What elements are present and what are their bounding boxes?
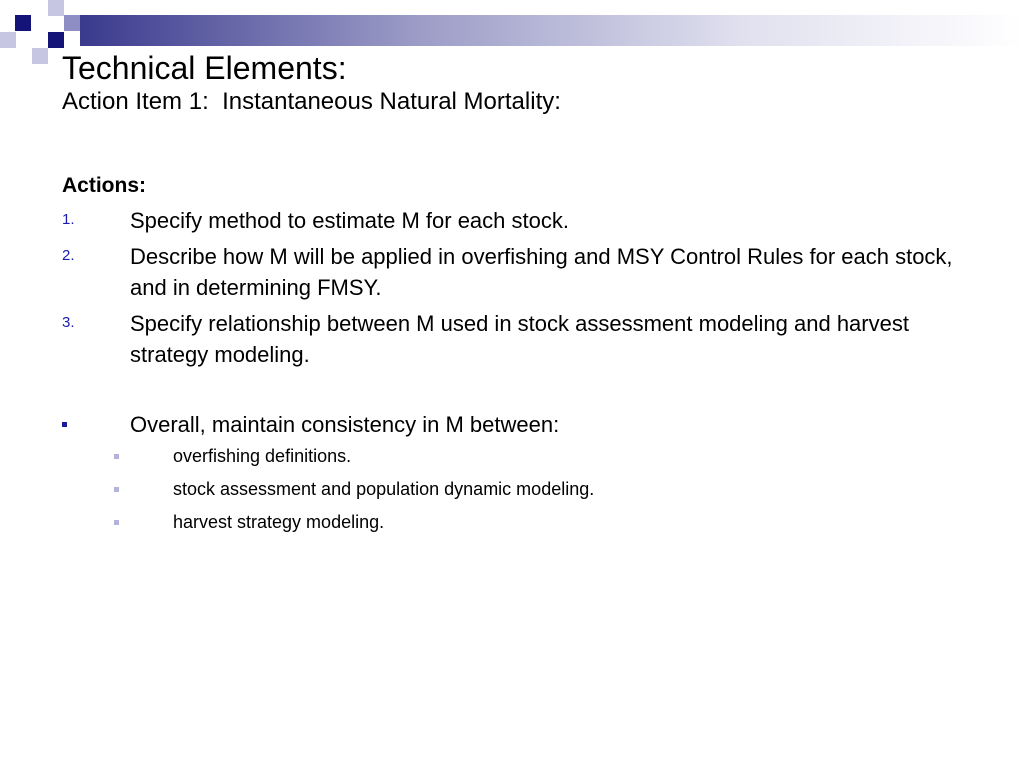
sub-bullet-text: overfishing definitions. [173, 446, 352, 466]
square-sub-bullet-icon [114, 454, 119, 459]
sub-bullet-item [62, 477, 962, 502]
decor-square [15, 15, 31, 31]
sub-bullet-text: harvest strategy modeling. [173, 512, 385, 532]
sub-bullet-item [62, 510, 962, 535]
actions-heading: Actions: [62, 174, 146, 197]
sub-bullet-list [62, 444, 962, 535]
decor-square [0, 32, 16, 48]
title-block [62, 50, 561, 117]
list-number: 3. [62, 314, 75, 331]
square-sub-bullet-icon [114, 520, 119, 525]
sub-bullet-item [62, 444, 962, 469]
bullet-text: Overall, maintain consistency in M between: [130, 412, 560, 437]
page-title: Technical Elements: [62, 50, 347, 86]
bullet-section [62, 410, 962, 535]
bullet-item [62, 410, 962, 440]
list-item-text: Specify method to estimate M for each stock. [130, 208, 569, 233]
numbered-list-item [62, 241, 962, 303]
decor-square [48, 32, 64, 48]
numbered-list [62, 205, 962, 370]
sub-bullet-text: stock assessment and population dynamic modeling. [173, 479, 595, 499]
square-bullet-icon [62, 422, 67, 427]
decor-square [32, 48, 48, 64]
header-gradient-bar [80, 15, 1024, 46]
slide-content [62, 171, 962, 543]
list-number: 1. [62, 211, 75, 228]
decor-square [48, 0, 64, 16]
numbered-list-item [62, 205, 962, 236]
list-item-text: Specify relationship between M used in stock assessment modeling and harvest strategy modeling. [130, 311, 909, 367]
numbered-list-item [62, 308, 962, 370]
square-sub-bullet-icon [114, 487, 119, 492]
list-number: 2. [62, 247, 75, 264]
page-subtitle: Action Item 1: Instantaneous Natural Mortality: [62, 88, 561, 115]
decor-square [64, 15, 80, 31]
list-item-text: Describe how M will be applied in overfishing and MSY Control Rules for each stock, and in determining FMSY. [130, 244, 953, 300]
